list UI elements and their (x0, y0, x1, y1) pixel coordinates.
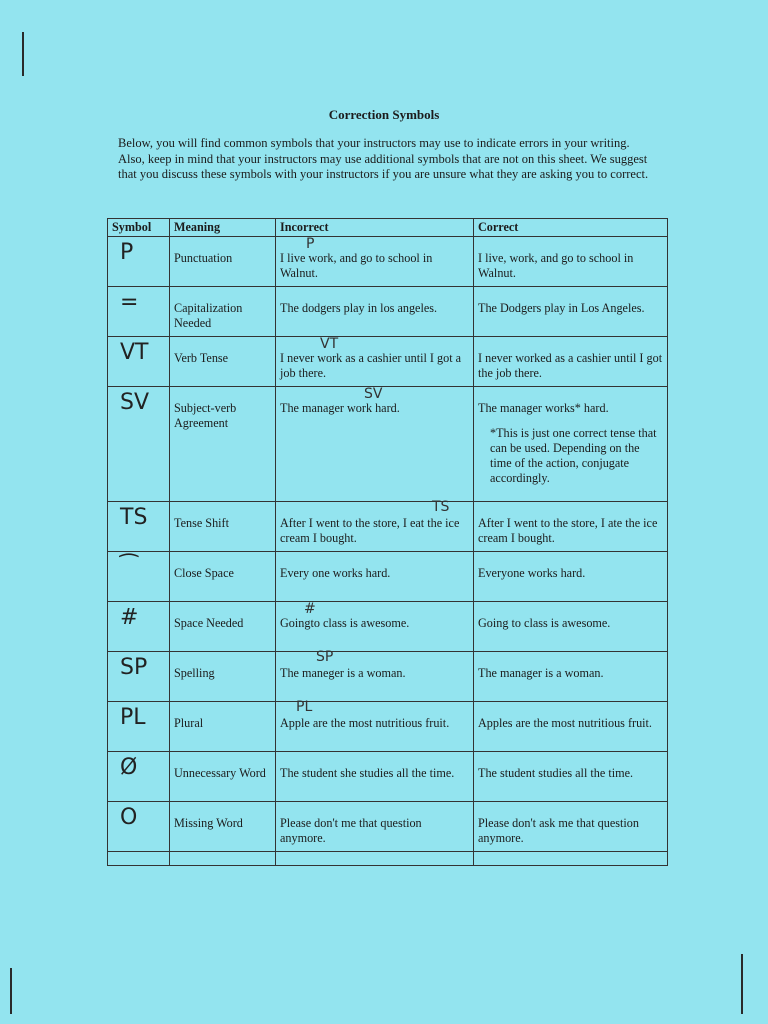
incorrect-cell (276, 499, 474, 552)
table-row (108, 387, 668, 502)
table-row (108, 287, 668, 337)
scan-mark-right-bottom (741, 954, 743, 1014)
incorrect-text: After I went to the store, I eat the ice cream I bought. (280, 516, 460, 545)
scan-mark-left-top (22, 32, 24, 76)
meaning-cell: Verb Tense (170, 337, 276, 387)
meaning-cell: Punctuation (170, 237, 276, 287)
incorrect-cell: Every one works hard. (276, 552, 474, 602)
table-row (108, 337, 668, 387)
incorrect-text: The maneger is a woman. (280, 666, 406, 680)
correct-cell: The Dodgers play in Los Angeles. (474, 287, 668, 337)
meaning-cell: Plural (170, 702, 276, 752)
correct-cell: The manager is a woman. (474, 652, 668, 702)
annotation-mark: VT (320, 336, 339, 352)
correct-cell: After I went to the store, I ate the ice cream I bought. (474, 502, 668, 552)
scan-mark-left-bottom (10, 968, 12, 1014)
page-title: Correction Symbols (328, 107, 440, 122)
tense-note: *This is just one correct tense that can be used. Depending on the time of the action, conjugate accordingly. (490, 426, 657, 485)
symbol-cell: Ø (108, 752, 170, 802)
symbol-cell: O (108, 802, 170, 852)
meaning-cell: Unnecessary Word (170, 752, 276, 802)
table-row (108, 552, 668, 602)
correct-cell (474, 387, 668, 502)
incorrect-text: I live work, and go to school in Walnut. (280, 251, 433, 280)
incorrect-text: Apple are the most nutritious fruit. (280, 716, 450, 730)
incorrect-cell: The student she studies all the time. (276, 752, 474, 802)
empty-cell (474, 852, 668, 866)
header-incorrect: Incorrect (276, 219, 474, 237)
annotation-mark: SP (316, 649, 334, 665)
incorrect-text: I never work as a cashier until I got a job there. (280, 351, 462, 380)
symbol-cell: ⁀ (108, 552, 170, 602)
symbol-cell: SP (108, 652, 170, 702)
meaning-cell: Close Space (170, 552, 276, 602)
table-row (108, 802, 668, 852)
annotation-mark: TS (432, 499, 450, 515)
empty-cell (276, 852, 474, 866)
header-meaning: Meaning (170, 219, 276, 237)
table-row (108, 752, 668, 802)
correct-cell: Apples are the most nutritious fruit. (474, 702, 668, 752)
annotation-mark: PL (296, 699, 313, 715)
symbol-cell: P (108, 237, 170, 287)
intro-paragraph: Below, you will find common symbols that your instructors may use to indicate errors in your writing. Also, keep in mind that your instructors may use additional symbols that are not on this sheet. We suggest that you discuss these symbols with your instructors if you are unsure what they are asking you to correct. (118, 136, 649, 181)
meaning-cell: Capitalization Needed (170, 287, 276, 337)
symbol-cell: VT (108, 337, 170, 387)
symbol-cell: # (108, 602, 170, 652)
empty-cell (108, 852, 170, 866)
correction-symbols-table (107, 218, 668, 866)
incorrect-text: Goingto class is awesome. (280, 616, 410, 630)
correct-cell: The student studies all the time. (474, 752, 668, 802)
symbol-cell: PL (108, 702, 170, 752)
incorrect-text: The manager work hard. (280, 401, 400, 415)
correct-text: The manager works* hard. (478, 401, 609, 415)
correct-cell: Everyone works hard. (474, 552, 668, 602)
correct-cell: Please don't ask me that question anymore. (474, 802, 668, 852)
symbol-cell: SV (108, 387, 170, 502)
meaning-cell: Tense Shift (170, 502, 276, 552)
correct-cell: I live, work, and go to school in Walnut. (474, 237, 668, 287)
incorrect-cell (276, 649, 474, 702)
correct-cell: Going to class is awesome. (474, 602, 668, 652)
meaning-cell: Missing Word (170, 802, 276, 852)
incorrect-cell (276, 699, 474, 752)
symbol-cell: TS (108, 502, 170, 552)
table-row (108, 702, 668, 752)
meaning-cell: Space Needed (170, 602, 276, 652)
header-correct: Correct (474, 219, 668, 237)
symbol-cell: = (108, 287, 170, 337)
header-symbol: Symbol (108, 219, 170, 237)
meaning-cell: Spelling (170, 652, 276, 702)
incorrect-cell: Please don't me that question anymore. (276, 802, 474, 852)
incorrect-cell (276, 602, 474, 652)
annotation-mark: P (306, 236, 315, 252)
table-row-empty (108, 852, 668, 866)
table-row (108, 502, 668, 552)
incorrect-cell: The dodgers play in los angeles. (276, 287, 474, 337)
correct-cell: I never worked as a cashier until I got the job there. (474, 337, 668, 387)
meaning-cell: Subject-verb Agreement (170, 387, 276, 502)
annotation-mark: SV (364, 386, 383, 402)
table-row (108, 652, 668, 702)
table-row (108, 237, 668, 287)
table-row (108, 602, 668, 652)
table-header-row (108, 219, 668, 237)
incorrect-cell (276, 237, 474, 287)
annotation-mark: # (304, 601, 316, 617)
incorrect-cell (276, 387, 474, 502)
incorrect-cell (276, 337, 474, 387)
empty-cell (170, 852, 276, 866)
